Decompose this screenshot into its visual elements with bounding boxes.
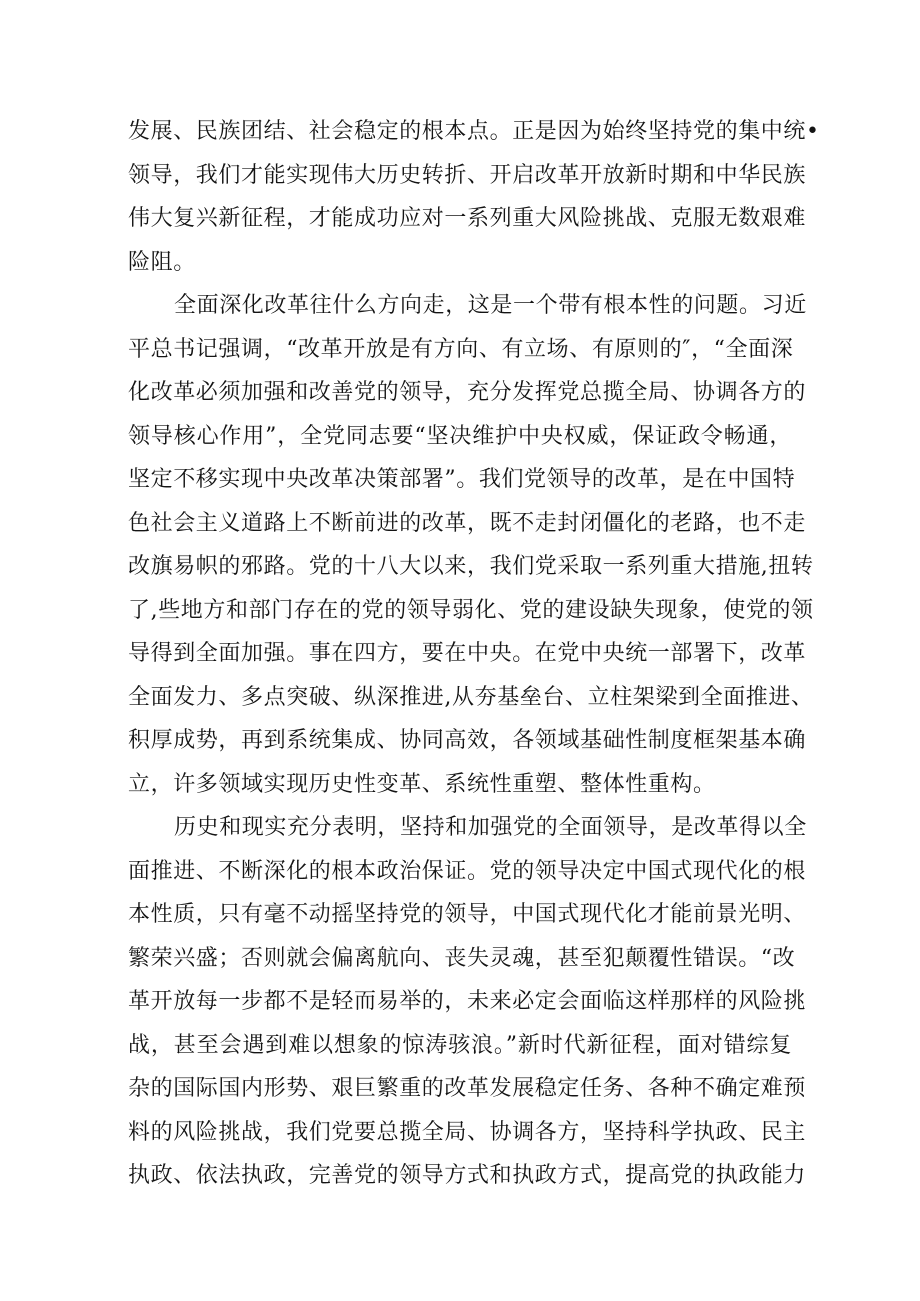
text-line: 了,些地方和部门存在的党的领导弱化、党的建设缺失现象，使党的领: [128, 597, 814, 623]
text-line: 改旗易帜的邪路。党的十八大以来，我们党采取一系列重大措施,扭转: [128, 554, 814, 579]
text-line: 执政、依法执政，完善党的领导方式和执政方式，提高党的执政能力: [128, 1163, 807, 1188]
text-line: 全面发力、多点突破、纵深推进,从夯基垒台、立柱架梁到全面推进、: [128, 684, 814, 710]
text-line: 战，甚至会遇到难以想象的惊涛骇浪。”新时代新征程，面对错综复: [128, 1032, 792, 1058]
text-line: 险阻。: [128, 249, 196, 275]
text-line: 化改革必须加强和改善党的领导，充分发挥党总揽全局、协调各方的: [128, 380, 807, 405]
text-line: 坚定不移实现中央改革决策部署”。我们党领导的改革，是在中国特: [128, 467, 796, 492]
text-line: 平总书记强调，“改革开放是有方向、有立场、有原则的″，“全面深: [128, 336, 794, 362]
text-line: 本性质，只有毫不动摇坚持党的领导，中国式现代化才能前景光明、: [128, 902, 807, 927]
text-line: 领导核心作用”，全党同志要“坚决维护中央权威，保证政令畅通，: [128, 423, 792, 449]
text-line: 全面深化改革往什么方向走，这是一个带有根本性的问题。习近: [174, 293, 807, 318]
body-text: [128, 110, 820, 1198]
text-line: 立，许多领域实现历史性变革、系统性重塑、整体性重构。: [128, 771, 716, 797]
text-line: 杂的国际国内形势、艰巨繁重的改革发展稳定任务、各种不确定难预: [128, 1076, 807, 1101]
text-line: 色社会主义道路上不断前进的改革，既不走封闭僵化的老路，也不走: [128, 510, 807, 536]
text-line: 积厚成势，再到系统集成、协同高效，各领域基础性制度框架基本确: [128, 728, 807, 753]
text-line: 繁荣兴盛；否则就会偏离航向、丧失灵魂，甚至犯颠覆性错误。“改: [128, 945, 796, 971]
text-line: 料的风险挑战，我们党要总揽全局、协调各方，坚持科学执政、民主: [128, 1119, 807, 1145]
text-line: 历史和现实充分表明，坚持和加强党的全面领导，是改革得以全: [174, 815, 807, 840]
text-line: 导得到全面加强。事在四方，要在中央。在党中央统一部署下，改革: [128, 641, 807, 666]
text-line: 伟大复兴新征程，才能成功应对一系列重大风险挑战、克服无数艰难: [128, 206, 807, 231]
text-line: 面推进、不断深化的根本政治保证。党的领导决定中国式现代化的根: [128, 858, 807, 884]
text-line: 发展、民族团结、社会稳定的根本点。正是因为始终坚持党的集中统•: [128, 119, 820, 144]
text-line: 领导，我们才能实现伟大历史转折、开启改革开放新时期和中华民族: [128, 162, 807, 188]
text-line: 革开放每一步都不是轻而易举的，未来必定会面临这样那样的风险挑: [128, 989, 807, 1014]
